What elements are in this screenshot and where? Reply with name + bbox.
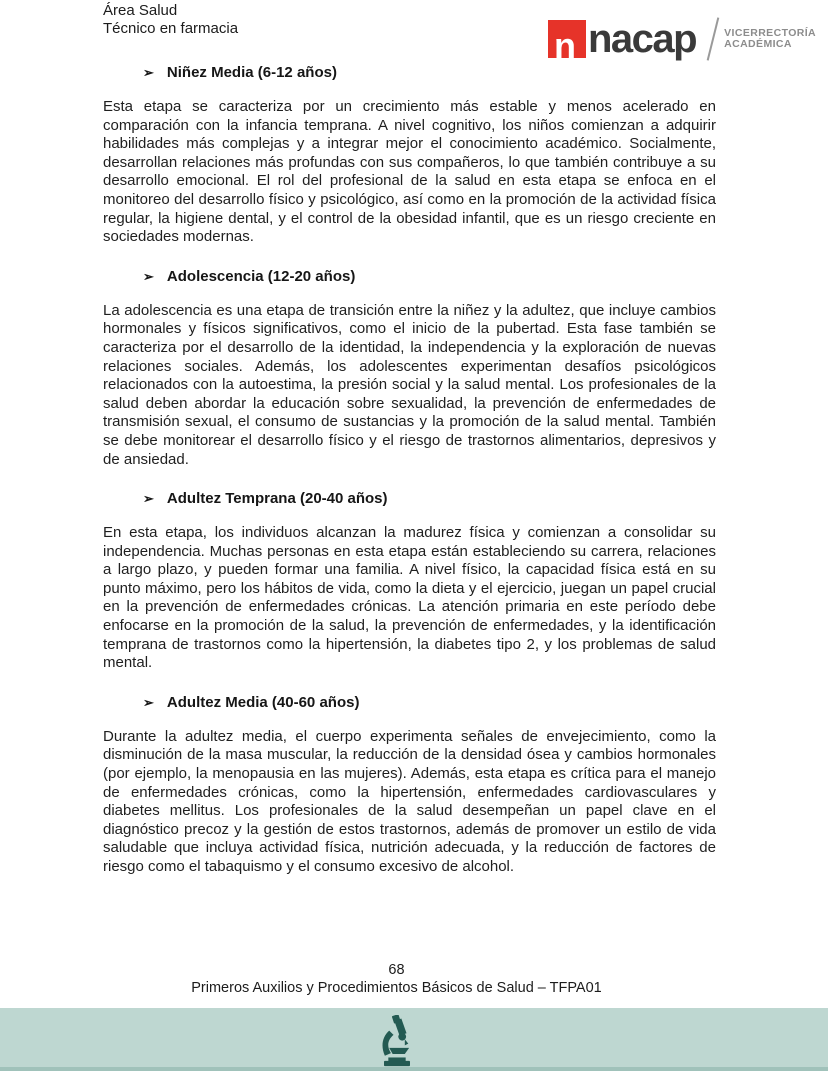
inacap-logo-square [548,20,586,58]
arrow-bullet-icon: ➢ [143,694,154,710]
arrow-bullet-icon: ➢ [143,65,154,80]
vicerrectoria-label [724,28,816,51]
section-paragraph: En esta etapa, los individuos alcanzan la madurez física y comienzan a consolidar su independencia. Muchas personas en esta etapa están estableciendo su carrera, relaciones a largo plazo, y pueden formar una familia. A nivel físico, la capacidad física está en su punto máximo, pero los hábitos de vida, como la dieta y el ejercicio, juegan un papel crucial en la prevención de enfermedades crónicas. La atención primaria en este período debe enfocarse en la promoción de la salud, la prevención de enfermedades, y la identificación temprana de trastornos como la hipertensión, la diabetes tipo 2, y los problemas de salud mental. [103,524,716,672]
inacap-logo [548,18,816,60]
microscope-icon-wrap [0,1015,793,1067]
section-heading [103,490,716,507]
section-title: Adolescencia (12-20 años) [166,267,356,285]
header-program-info [103,2,238,38]
vicerrectoria-line1: VICERRECTORÍA [724,26,817,39]
section-paragraph: Durante la adultez media, el cuerpo experimenta señales de envejecimiento, como la disminución de la masa muscular, la reducción de la densidad ósea y cambios hormonales (por ejemplo, la menopausia en las mujeres). Además, esta etapa es crítica para el manejo de enfermedades crónicas, como la hipertensión, enfermedades cardiovasculares y diabetes mellitus. Los profesionales de la salud desempeñan un papel clave en el diagnóstico precoz y la gestión de estos trastornos, además de promover un estilo de vida saludable que incluya actividad física, nutrición adecuada, y la reducción de factores de riesgo como el tabaquismo y el consumo excesivo de alcohol. [103,727,716,875]
section-adultez-temprana [103,490,716,673]
document-body [103,64,716,898]
page-number: 68 [388,962,405,978]
section-heading [103,268,716,285]
section-paragraph: La adolescencia es una etapa de transición entre la niñez y la adultez, que incluye cambios hormonales y físicos significativos, como el inicio de la pubertad. Esta fase también se caracteriza por el desarrollo de la identidad, la independencia y la exploración de nuevas relaciones sociales. Además, los adolescentes experimentan desafíos psicológicos relacionados con la autoestima, la presión social y la salud mental. Los profesionales de la salud deben abordar la educación sobre sexualidad, la prevención de enfermedades de transmisión sexual, el consumo de sustancias y la promoción de la salud mental. También se debe monitorear el desarrollo físico y el riesgo de trastornos alimentarios, depresivos y de ansiedad. [103,301,716,468]
program-label: Técnico en farmacia [103,20,239,37]
logo-divider [707,17,720,60]
section-heading [103,694,716,711]
area-label: Área Salud [103,2,178,19]
vicerrectoria-line2: ACADÉMICA [724,38,792,50]
section-title: Niñez Media (6-12 años) [166,64,337,81]
section-heading [103,64,716,81]
section-ninez-media [103,64,716,247]
microscope-icon [376,1015,418,1067]
inacap-logo-letter: n [554,25,576,58]
section-paragraph: Esta etapa se caracteriza por un crecimiento más estable y menos acelerado en comparación con la infancia temprana. A nivel cognitivo, los niños comienzan a adquirir habilidades más complejas y a integrar mejor el conocimiento académico. Socialmente, desarrollan relaciones más profundas con sus compañeros, lo que también contribuye a su desarrollo emocional. El rol del profesional de la salud en esta etapa se enfoca en el monitoreo del desarrollo físico y psicológico, así como en la promoción de la actividad física regular, la higiene dental, y el control de la obesidad infantil, que es un riesgo creciente en sociedades modernas. [103,98,716,246]
inacap-logo-wordmark: nacap [588,17,697,61]
section-adolescencia [103,268,716,469]
arrow-bullet-icon: ➢ [143,491,154,507]
course-title: Primeros Auxilios y Procedimientos Básicos de Salud – TFPA01 [191,980,602,996]
section-title: Adultez Media (40-60 años) [166,693,360,711]
inacap-logo-mark [548,17,697,61]
section-adultez-media [103,694,716,877]
arrow-bullet-icon: ➢ [143,268,154,284]
section-title: Adultez Temprana (20-40 años) [166,490,388,508]
page-footer [0,961,793,997]
